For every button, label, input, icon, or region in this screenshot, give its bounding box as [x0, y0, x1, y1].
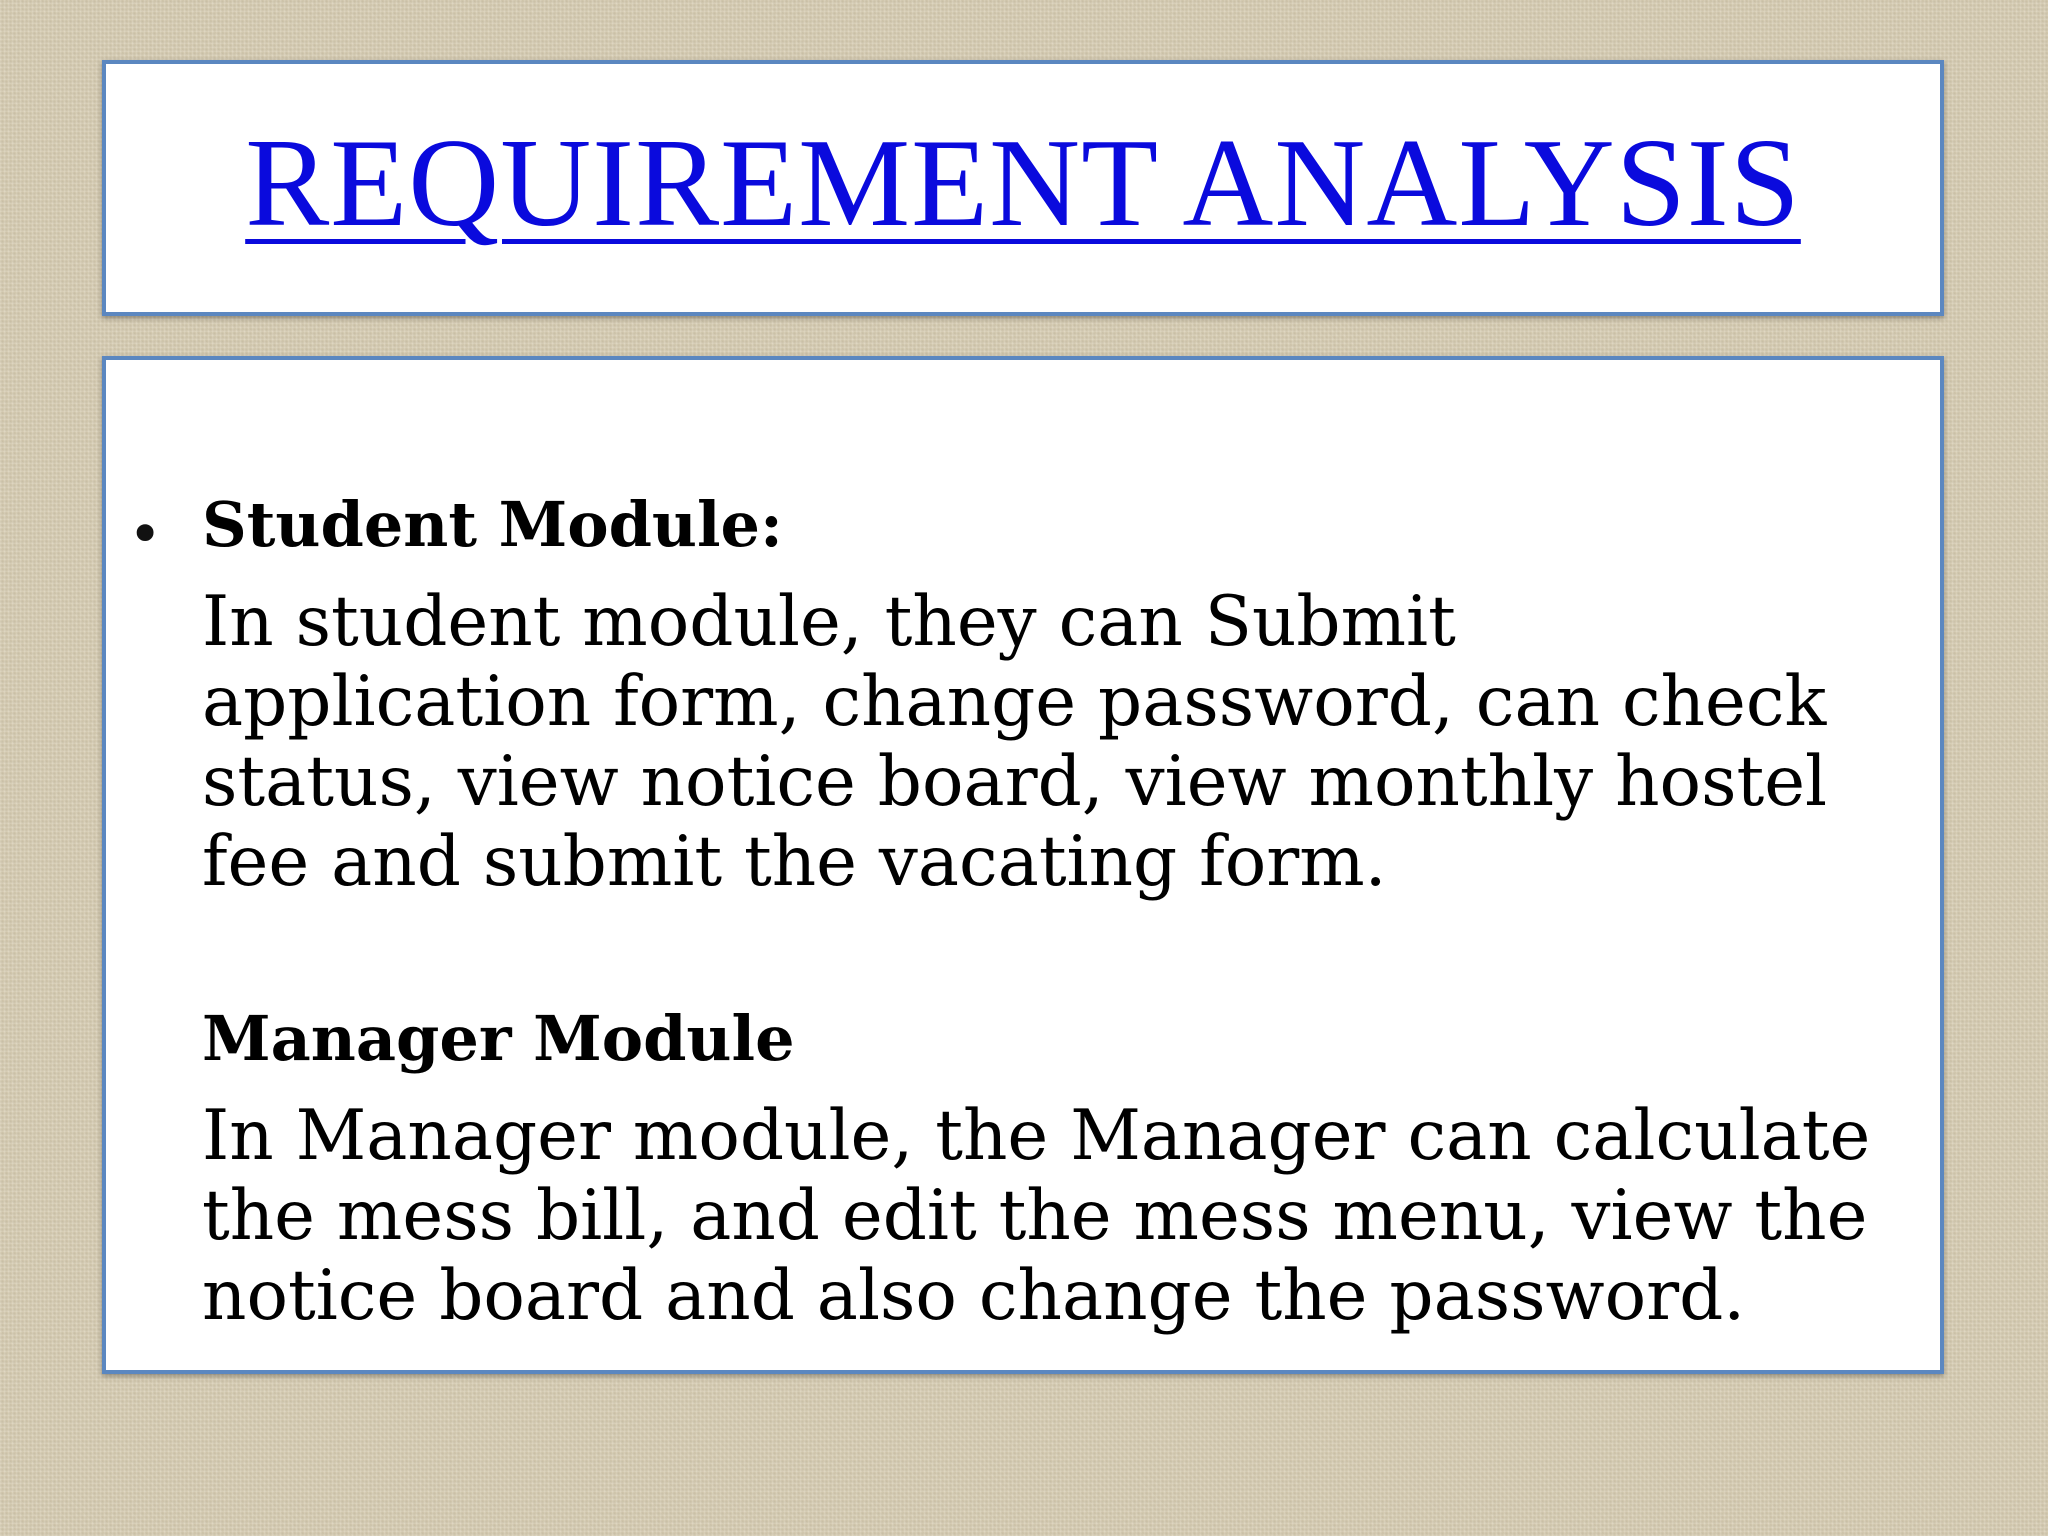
student-line-3: status, view notice board, view monthly hostel [202, 742, 1828, 822]
student-line-2: application form, change password, can check [202, 662, 1827, 742]
manager-line-2: the mess bill, and edit the mess menu, view the [202, 1176, 1868, 1256]
bullet-icon: • [128, 500, 163, 568]
content-box [102, 356, 1944, 1374]
manager-line-1: In Manager module, the Manager can calculate [202, 1096, 1871, 1176]
student-module-description [202, 582, 1942, 902]
manager-line-3: notice board and also change the password. [202, 1256, 1746, 1336]
student-line-1: In student module, they can Submit [202, 582, 1456, 662]
slide-title: REQUIREMENT ANALYSIS [245, 114, 1801, 253]
student-line-4: fee and submit the vacating form. [202, 822, 1387, 902]
manager-module-heading: Manager Module [202, 1002, 795, 1075]
title-box [102, 60, 1944, 316]
manager-module-description [202, 1096, 1942, 1336]
student-module-heading: Student Module: [202, 488, 783, 561]
